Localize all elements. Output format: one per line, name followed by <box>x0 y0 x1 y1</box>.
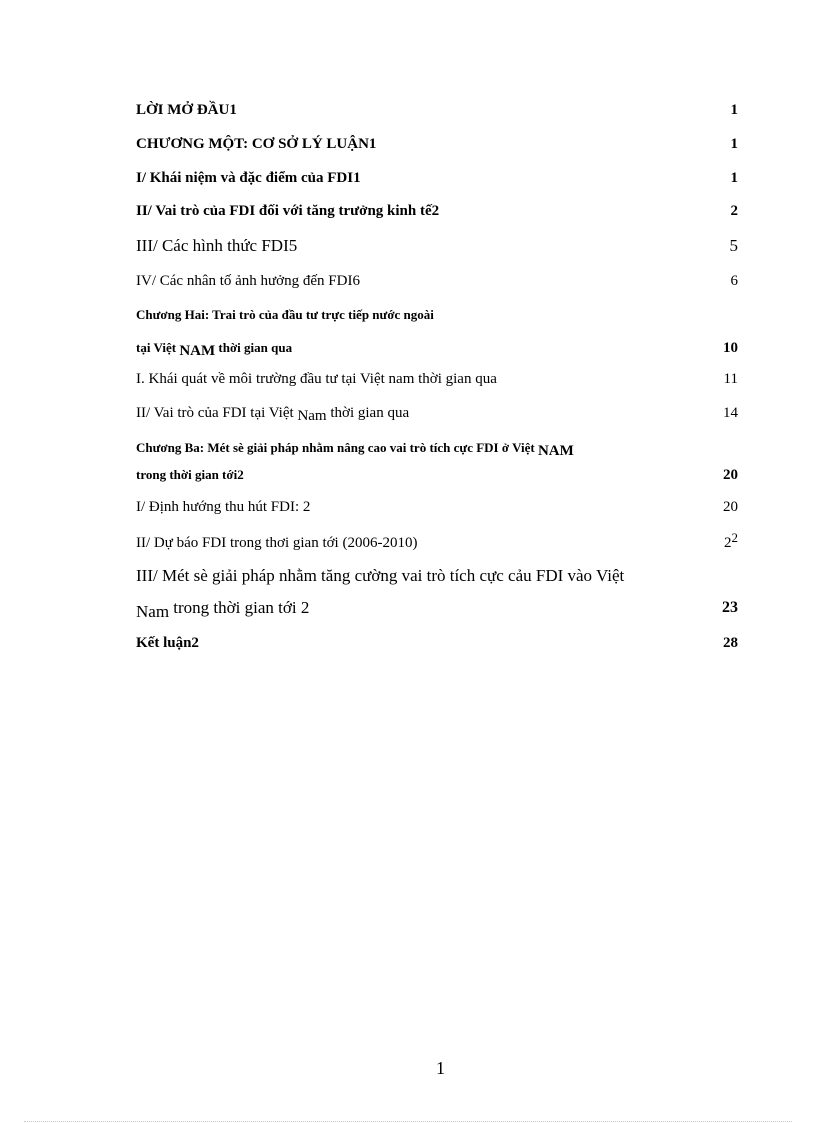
toc-entry-title: LỜI MỞ ĐẦU1 <box>136 102 237 118</box>
toc-entry-title: III/ Các hình thức FDI5 <box>136 236 298 255</box>
toc-entry-hinh-thuc[interactable] <box>136 234 740 258</box>
toc-entry-chuong-ba[interactable] <box>136 436 740 460</box>
toc-entry-nhan-to[interactable] <box>136 269 740 293</box>
toc-entry-page: 20 <box>723 499 738 515</box>
toc-entry-title: Nam trong thời gian tới 2 <box>136 598 310 621</box>
toc-entry-page: 5 <box>729 236 738 255</box>
toc-entry-chuong-hai[interactable] <box>136 303 740 327</box>
toc-entry-giai-phap[interactable] <box>136 564 740 588</box>
toc-entry-title: CHƯƠNG MỘT: CƠ SỞ LÝ LUẬN1 <box>136 136 377 152</box>
toc-entry-page: 28 <box>723 635 738 651</box>
page-bottom-divider <box>24 1121 792 1122</box>
toc-entry-chuong-mot[interactable] <box>136 132 740 156</box>
toc-entry-title: I. Khái quát về môi trường đầu tư tại Việt nam thời gian qua <box>136 371 497 387</box>
toc-entry-page: 1 <box>730 136 738 152</box>
toc-entry-title: IV/ Các nhân tố ảnh hưởng đến FDI6 <box>136 273 360 289</box>
toc-entry-page: 1 <box>730 170 738 186</box>
toc-entry-page: 20 <box>723 467 738 483</box>
toc-entry-page: 23 <box>722 599 738 616</box>
toc-entry-khai-niem[interactable] <box>136 166 740 190</box>
toc-entry-page: 1 <box>730 102 738 118</box>
toc-entry-page: 6 <box>730 273 738 289</box>
toc-entry-du-bao[interactable] <box>136 531 740 555</box>
toc-entry-tai-viet-nam[interactable] <box>136 336 740 360</box>
toc-entry-title: trong thời gian tới2 <box>136 467 244 482</box>
toc-entry-title: II/ Vai trò của FDI tại Việt Nam thời gian qua <box>136 405 410 424</box>
page-number: 1 <box>436 1058 445 1078</box>
toc-entry-dinh-huong[interactable] <box>136 495 740 519</box>
toc-entry-vai-tro-fdi[interactable] <box>136 199 740 223</box>
toc-entry-khai-quat[interactable] <box>136 367 740 391</box>
toc-entry-nam-thoi-gian-toi[interactable] <box>136 596 740 620</box>
toc-entry-page: 11 <box>723 371 738 387</box>
toc-entry-title: II/ Dự báo FDI trong thơi gian tới (2006-2010) <box>136 535 418 551</box>
toc-entry-title: tại Việt NAM thời gian qua <box>136 340 293 359</box>
toc-entry-title: Chương Ba: Mét sè giải pháp nhằm nâng cao vai trò tích cực FDI ở Việt NAM <box>136 440 574 459</box>
toc-entry-page: 22 <box>724 530 738 551</box>
toc-entry-title: Kết luận2 <box>136 635 199 651</box>
toc-entry-page: 2 <box>730 203 738 219</box>
toc-entry-title: Chương Hai: Trai trò của đầu tư trực tiếp nước ngoài <box>136 307 434 322</box>
toc-entry-thoi-gian-toi[interactable] <box>136 463 740 487</box>
toc-entry-title: I/ Định hướng thu hút FDI: 2 <box>136 499 311 515</box>
toc-entry-title: III/ Mét sè giải pháp nhằm tăng cường vai trò tích cực cảu FDI vào Việt <box>136 566 625 585</box>
toc-entry-title: II/ Vai trò của FDI đối với tăng trưởng kinh tế2 <box>136 203 440 219</box>
toc-entry-page: 10 <box>723 340 738 356</box>
toc-entry-vai-tro-viet-nam[interactable] <box>136 401 740 425</box>
toc-entry-title: I/ Khái niệm và đặc điểm của FDI1 <box>136 170 361 186</box>
toc-entry-page: 14 <box>723 405 738 421</box>
toc-entry-ket-luan[interactable] <box>136 631 740 655</box>
toc-entry-loi-mo-dau[interactable] <box>136 98 740 122</box>
